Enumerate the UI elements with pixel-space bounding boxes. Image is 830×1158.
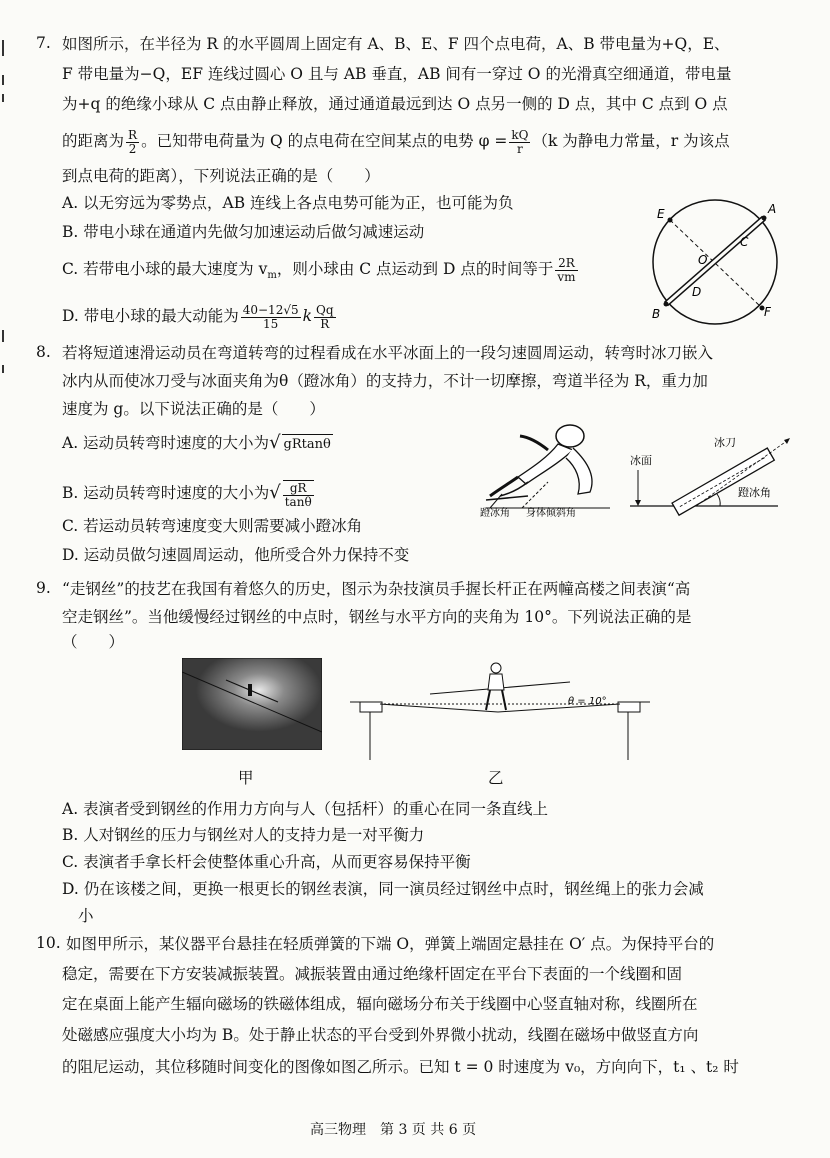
stem-line: 空走钢丝”。当他缓慢经过钢丝的中点时，钢丝与水平方向的夹角为 10°。下列说法正确的是 bbox=[62, 608, 692, 626]
text: A. 运动员转弯时速度的大小为 bbox=[62, 434, 270, 452]
stem-line: 冰内从而使冰刀受与冰面夹角为θ（蹬冰角）的支持力，不计一切摩擦，弯道半径为 R，重力加 bbox=[62, 372, 708, 390]
text: D. 带电小球的最大动能为 bbox=[62, 307, 239, 325]
numerator: R bbox=[128, 127, 138, 142]
fraction-r-over-2 bbox=[126, 129, 139, 156]
fraction-gr-over-tan bbox=[283, 480, 314, 509]
denominator: 15 bbox=[263, 316, 279, 331]
photo-tightrope bbox=[182, 658, 322, 750]
circle-charges-figure bbox=[640, 196, 790, 328]
question-number: 8. bbox=[36, 343, 51, 361]
question-number: 9. bbox=[36, 579, 51, 597]
text: ，则小球由 C 点运动到 D 点的时间等于 bbox=[276, 260, 554, 278]
fraction-2r-over-vm bbox=[555, 257, 577, 284]
label-a: A bbox=[768, 202, 777, 216]
fraction-kq-over-r bbox=[509, 129, 530, 156]
label-body-tilt: 身体倾斜角 bbox=[526, 508, 576, 518]
numerator: 2R bbox=[555, 257, 577, 271]
stem-line: 如图所示，在半径为 R 的水平圆周上固定有 A、B、E、F 四个点电荷，A、B 带电量为+Q，E、 bbox=[62, 35, 730, 53]
option-b bbox=[62, 478, 316, 509]
sqrt-sign: √ bbox=[269, 482, 281, 503]
label-o: O bbox=[698, 253, 708, 267]
text: （k 为静电力常量，r 为该点 bbox=[532, 132, 730, 150]
fraction-kinetic bbox=[241, 304, 301, 331]
page-footer: 高三物理 第 3 页 共 6 页 bbox=[310, 1122, 477, 1138]
option-c bbox=[62, 252, 580, 293]
option-a bbox=[62, 433, 333, 455]
label-d: D bbox=[692, 285, 702, 299]
numerator: 40−12√5 bbox=[242, 302, 299, 317]
numerator: kQ bbox=[511, 127, 529, 142]
label-blade: 冰刀 bbox=[714, 436, 736, 449]
stem-line: 定在桌面上能产生辐向磁场的铁磁体组成，辐向磁场分布关于线圈中心竖直轴对称，线圈所在 bbox=[62, 995, 698, 1013]
stem-line-with-formula bbox=[62, 124, 730, 158]
question-number: 10. bbox=[36, 934, 61, 952]
label-kick-angle-left: 蹬冰角 bbox=[480, 508, 510, 518]
label-b: B bbox=[652, 307, 661, 321]
fraction-qq-over-r bbox=[314, 304, 336, 331]
text: 。已知带电荷量为 Q 的点电荷在空间某点的电势 bbox=[141, 132, 474, 150]
text: C. 若带电小球的最大速度为 v bbox=[62, 260, 268, 278]
stem-line: 若将短道速滑运动员在弯道转弯的过程看成在水平冰面上的一段匀速圆周运动，转弯时冰刀嵌入 bbox=[62, 344, 714, 362]
stem-line: 稳定，需要在下方安装减振装置。减振装置由通过绝缘杆固定在平台下表面的一个线圈和固 bbox=[62, 965, 683, 983]
label-c: C bbox=[740, 235, 749, 249]
denominator: r bbox=[517, 141, 523, 156]
denominator: tanθ bbox=[284, 494, 312, 509]
numerator: gR bbox=[283, 482, 314, 496]
tightrope-diagram bbox=[350, 654, 650, 760]
theta-label: θ = 10° bbox=[568, 696, 607, 707]
stem-line: 如图甲所示，某仪器平台悬挂在轻质弹簧的下端 O，弹簧上端固定悬挂在 O′ 点。为保持平台的 bbox=[66, 935, 715, 953]
option-d: D. 仍在该楼之间，更换一根更长的钢丝表演，同一演员经过钢丝中点时，钢丝绳上的张力会减 bbox=[62, 880, 704, 898]
k-symbol: k bbox=[302, 307, 313, 325]
stem-line: F 带电量为−Q，EF 连线过圆心 O 且与 AB 垂直，AB 间有一穿过 O 的光滑真空细通道，带电量 bbox=[62, 65, 732, 83]
stem-line: 的阻尼运动，其位移随时间变化的图像如图乙所示。已知 t = 0 时速度为 v₀，方向向下，t₁ 、t₂ 时 bbox=[62, 1058, 739, 1076]
option-a: A. 表演者受到钢丝的作用力方向与人（包括杆）的重心在同一条直线上 bbox=[62, 800, 549, 818]
option-d-continued: 小 bbox=[78, 907, 94, 925]
denominator: vm bbox=[557, 269, 576, 284]
subscript: m bbox=[267, 270, 277, 282]
question-number: 7. bbox=[36, 34, 51, 52]
denominator: 2 bbox=[128, 141, 137, 156]
figure-label-jia: 甲 bbox=[238, 769, 254, 787]
text: B. 运动员转弯时速度的大小为 bbox=[62, 484, 270, 502]
stem-line: 处磁感应强度大小均为 B。处于静止状态的平台受到外界微小扰动，线圈在磁场中做竖直方向 bbox=[62, 1026, 699, 1044]
numerator: Qq bbox=[316, 302, 334, 317]
option-d: D. 运动员做匀速圆周运动，他所受合外力保持不变 bbox=[62, 546, 410, 564]
stem-line: “走钢丝”的技艺在我国有着悠久的历史，图示为杂技演员手握长杆正在两幢高楼之间表演“高 bbox=[62, 580, 691, 598]
label-ice: 冰面 bbox=[630, 454, 652, 467]
blade-figure bbox=[628, 430, 798, 520]
sqrt-sign: √ bbox=[269, 432, 281, 453]
phi-symbol: φ = bbox=[478, 132, 508, 150]
option-b: B. 人对钢丝的压力与钢丝对人的支持力是一对平衡力 bbox=[62, 826, 425, 844]
stem-line: 为+q 的绝缘小球从 C 点由静止释放，通过通道最远到达 O 点另一侧的 D 点，其中 C 点到 O 点 bbox=[62, 95, 728, 113]
label-kick-angle: 蹬冰角 bbox=[738, 486, 771, 499]
radicand: gRtanθ bbox=[282, 434, 333, 455]
option-c: C. 若运动员转弯速度变大则需要减小蹬冰角 bbox=[62, 517, 363, 535]
label-f: F bbox=[764, 305, 771, 319]
stem-line: （ ） bbox=[62, 633, 125, 651]
binding-marks bbox=[0, 0, 10, 1158]
stem-line: 速度为 g。以下说法正确的是（ ） bbox=[62, 400, 325, 418]
option-c: C. 表演者手拿长杆会使整体重心升高，从而更容易保持平衡 bbox=[62, 853, 471, 871]
skater-figure bbox=[478, 422, 618, 518]
option-d bbox=[62, 298, 338, 334]
denominator: R bbox=[320, 316, 330, 331]
option-b: B. 带电小球在通道内先做匀加速运动后做匀减速运动 bbox=[62, 223, 425, 241]
stem-line: 到点电荷的距离），下列说法正确的是（ ） bbox=[62, 167, 380, 185]
option-a: A. 以无穷远为零势点，AB 连线上各点电势可能为正，也可能为负 bbox=[62, 194, 514, 212]
text: 的距离为 bbox=[62, 132, 125, 150]
label-e: E bbox=[657, 207, 665, 221]
figure-label-yi: 乙 bbox=[488, 769, 504, 787]
